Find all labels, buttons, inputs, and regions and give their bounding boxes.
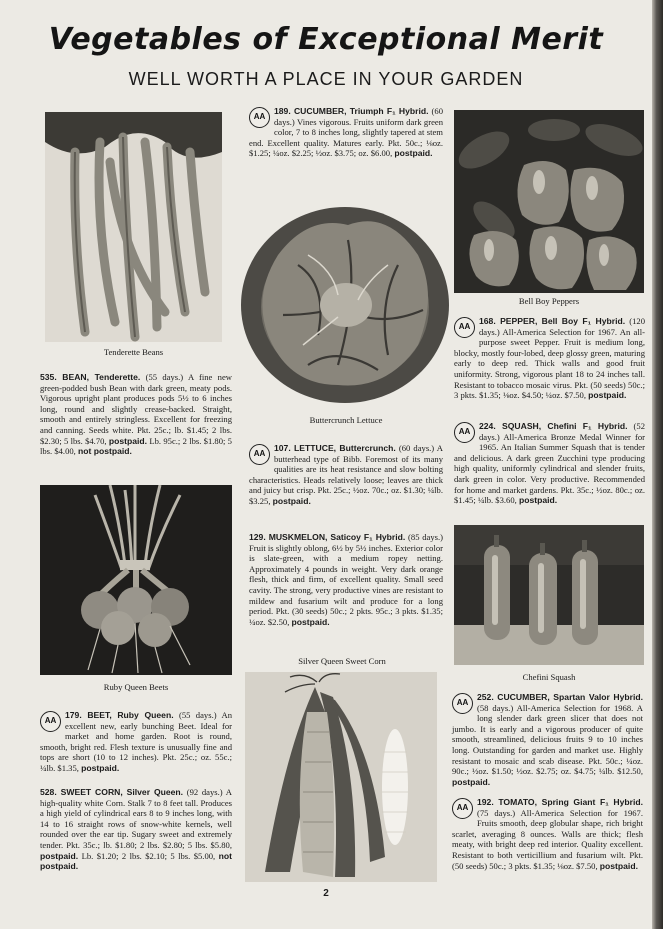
corn-heading: 528. SWEET CORN, Silver Queen. bbox=[40, 787, 184, 797]
page-subtitle: WELL WORTH A PLACE IN YOUR GARDEN bbox=[128, 69, 524, 89]
squash-postpaid: postpaid. bbox=[518, 495, 558, 506]
peppers-photo bbox=[454, 110, 644, 293]
cucumber-spartan-heading: 252. CUCUMBER, Spartan Valor Hybrid. bbox=[477, 692, 643, 702]
lettuce-photo bbox=[238, 195, 452, 405]
cucumber-triumph-entry bbox=[249, 106, 443, 159]
bean-postpaid: postpaid. bbox=[108, 435, 148, 446]
page-title: Vegetables of Exceptional Merit bbox=[48, 22, 604, 57]
muskmelon-body: (85 days.) Fruit is slightly oblong, 6½ by 5½ inches. Exterior color is slate-green, with a medium ropey netting. Approximately 4 pounds in weight. Very dark orange flesh, thick and firm, of excellent quality. Small seed cavity. The strong, very productive vines are resistant to mildew and fusarium wilt and produce for a long period. Pkt. (30 seeds) 50c.; 2 pkts. 95c.; 3 pkts. $1.35; ¼oz. $2.50, bbox=[249, 532, 443, 627]
lettuce-heading: 107. LETTUCE, Buttercrunch. bbox=[274, 443, 396, 453]
bean-body: (55 days.) A fine new green-podded bush Bean with dark green, meaty pods. Vigorous upright plant produces pods 5½ to 6 inches long, round and slightly crease-backed. Straight, smooth and entirely stringless. Excellent for freezing and canning. Seeds white. Pkt. 25c.; lb. $1.45; 2 lbs. $2.30; 5 lbs. $4.70, bbox=[40, 372, 233, 446]
bean-entry bbox=[40, 372, 232, 457]
lettuce-entry bbox=[249, 443, 443, 507]
beet-postpaid: postpaid. bbox=[81, 762, 120, 773]
lettuce-postpaid: postpaid. bbox=[272, 495, 311, 506]
pepper-entry bbox=[454, 316, 645, 401]
beets-caption: Ruby Queen Beets bbox=[103, 682, 169, 692]
squash-heading: 224. SQUASH, Chefini F₁ Hybrid. bbox=[479, 421, 628, 431]
cucumber-spartan-postpaid: postpaid. bbox=[452, 776, 491, 787]
all-america-badge: AA bbox=[249, 107, 270, 128]
pepper-body: (120 days.) All-America Selection for 1967. An all-purpose sweet Pepper. Fruit is medium long, blocky, mostly four-lobed, deep glossy green, maturing early to deep red. Thick walls and good fruit uniformity. Strong, vigorous plant 18 to 24 inches tall. Resistant to tobacco mosaic virus. Pkt. (50 seeds) 50c.; 3 pkts. $1.35; ⅛oz. $4.50; ¼oz. $7.50, bbox=[454, 316, 645, 401]
beans-caption: Tenderette Beans bbox=[103, 347, 164, 357]
squash-photo bbox=[454, 525, 644, 665]
lettuce-caption: Buttercrunch Lettuce bbox=[309, 415, 383, 425]
tomato-heading: 192. TOMATO, Spring Giant F₁ Hybrid. bbox=[477, 797, 643, 807]
cucumber-triumph-body: (60 days.) Vines vigorous. Fruits uniform dark green color, 7 to 8 inches long, slightly tapered at stem end. Excellent quality. Matures early. Pkt. 50c.; ⅛oz. $1.25; ¼oz. $2.25; ½oz. $3.75; oz. $6.00, bbox=[249, 106, 443, 159]
cucumber-triumph-postpaid: postpaid. bbox=[394, 148, 433, 159]
pepper-heading: 168. PEPPER, Bell Boy F₁ Hybrid. bbox=[479, 316, 626, 326]
all-america-badge: AA bbox=[249, 444, 270, 465]
corn-body-2: Lb. $1.20; 2 lbs. $2.10; 5 lbs. $5.00, bbox=[81, 850, 216, 861]
all-america-badge: AA bbox=[454, 317, 475, 338]
squash-entry bbox=[454, 421, 645, 506]
pepper-postpaid: postpaid. bbox=[588, 390, 627, 401]
muskmelon-entry bbox=[249, 532, 443, 627]
squash-body: (52 days.) All-America Bronze Medal Winner for 1965. An Italian Summer Squash that is tender and delicious. A dark green Zucchini type producing high quality, uniformly cylindrical and slender fruits, dark green in color. Very productive. Recommended for home and market gardens. Pkt. 35c.; ½oz. 80c.; oz. $1.45; ¼lb. $3.60, bbox=[454, 421, 645, 506]
corn-entry bbox=[40, 787, 232, 872]
cucumber-spartan-entry bbox=[452, 692, 643, 787]
corn-caption: Silver Queen Sweet Corn bbox=[298, 656, 386, 666]
page-number: 2 bbox=[323, 888, 329, 899]
beet-entry bbox=[40, 710, 232, 774]
all-america-badge: AA bbox=[454, 422, 475, 443]
corn-body: (92 days.) A high-quality white Corn. Stalk 7 to 8 feet tall. Produces a high yield of cylindrical ears 8 to 9 inches long, with 14 to 16 straight rows of snow-white kernels, well rounded over the ear tip. Sugary sweet and extremely tender. Pkt. 35c.; lb. $1.80; 2 lbs. $2.80; 5 lbs. $5.80, bbox=[40, 787, 232, 850]
cucumber-spartan-body: (58 days.) All-America Selection for 1968. A long slender dark green slicer that does not jumbo. It is early and a vigorous producer of quite smooth, streamlined, delicious fruits 9 to 10 inches long. Outstanding for garden and market use. Highly resistant to mosaic and scab disease. Pkt. 50c.; ¼oz. 90c.; ½oz. $1.50; ½oz. $2.75; oz. $4.75; ¼lb. $12.50, bbox=[452, 702, 643, 777]
all-america-badge: AA bbox=[452, 798, 473, 819]
lettuce-body: (60 days.) A butterhead type of Bibb. Foremost of its many qualities are its heat resistance and slow bolting characteristics. Heads relatively loose; leaves are thick and juicy but crisp. Pkt. 25c.; ½oz. 70c.; oz. $1.30; ¼lb. $3.25, bbox=[249, 443, 443, 506]
beets-photo bbox=[40, 485, 232, 675]
bean-body-2: Lb. 95c.; 2 lbs. $1.80; 5 lbs. $4.00, bbox=[40, 435, 232, 457]
tomato-postpaid: postpaid. bbox=[599, 860, 638, 871]
peppers-caption: Bell Boy Peppers bbox=[518, 296, 580, 306]
all-america-badge: AA bbox=[452, 693, 473, 714]
page-edge-shadow bbox=[652, 0, 663, 929]
all-america-badge: AA bbox=[40, 711, 61, 732]
bean-not-postpaid: not postpaid. bbox=[77, 446, 132, 457]
muskmelon-heading: 129. MUSKMELON, Saticoy F₁ Hybrid. bbox=[249, 532, 406, 542]
cucumber-triumph-heading: 189. CUCUMBER, Triumph F₁ Hybrid. bbox=[274, 106, 429, 116]
bean-heading: 535. BEAN, Tenderette. bbox=[40, 372, 141, 382]
beans-photo bbox=[45, 112, 222, 342]
beet-body: (55 days.) An excellent new, early bunching Beet. Ideal for market and home garden. Root is round, smooth, bright red. Flesh texture is unusually fine and tops are short (10 to 12 inches). Pkt. 25c.; oz. 55c.; ¼lb. $1.35, bbox=[40, 710, 232, 773]
tomato-entry bbox=[452, 797, 643, 871]
corn-postpaid: postpaid. bbox=[40, 850, 79, 861]
tomato-body: (75 days.) All-America Selection for 1967. Fruits smooth, deep globular shape, rich bright scarlet, averaging 8 ounces. Walls are thick; flesh meaty, with bright deep red interior. Quality excellent. Resistant to both verticillium and fusarium wilt. Pkt. (50 seeds) 50c.; 3 pkts. $1.35; ⅛oz. $7.50, bbox=[452, 807, 643, 871]
corn-photo bbox=[245, 672, 437, 882]
beet-heading: 179. BEET, Ruby Queen. bbox=[65, 710, 174, 720]
squash-caption: Chefini Squash bbox=[522, 672, 576, 682]
corn-not-postpaid: not postpaid. bbox=[40, 850, 232, 872]
muskmelon-postpaid: postpaid. bbox=[291, 616, 330, 627]
